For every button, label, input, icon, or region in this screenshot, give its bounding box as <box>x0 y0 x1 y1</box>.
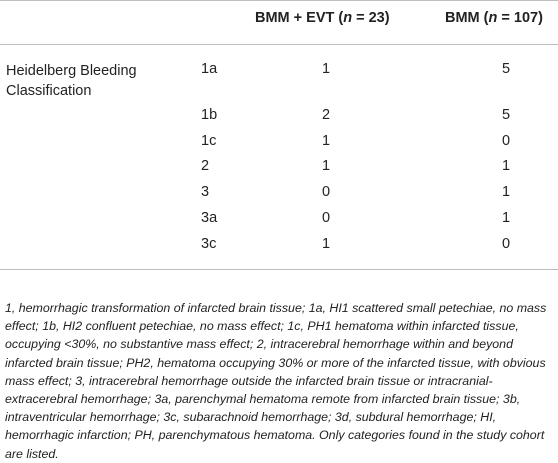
bmm-evt-cell: 2 <box>321 107 331 123</box>
bmm-cell: 1 <box>501 210 511 226</box>
bmm-evt-cell: 1 <box>321 236 331 252</box>
bmm-evt-cell: 0 <box>321 184 331 200</box>
header-bmm-evt-suffix: = 23) <box>352 10 390 26</box>
subclass-cell: 1c <box>201 133 217 149</box>
bmm-evt-cell: 1 <box>321 158 331 174</box>
bmm-cell: 1 <box>501 158 511 174</box>
header-bmm-suffix: = 107) <box>497 10 543 26</box>
bmm-evt-cell: 0 <box>321 210 331 226</box>
subclass-cell: 3c <box>201 236 217 252</box>
subclass-cell: 3 <box>201 184 210 200</box>
header-bmm-n: n <box>488 10 498 26</box>
header-bmm <box>445 10 543 26</box>
header-bmm-evt-n: n <box>343 10 353 26</box>
subclass-cell: 1a <box>201 61 218 77</box>
bmm-cell: 0 <box>501 133 511 149</box>
header-bmm-prefix: BMM ( <box>445 10 489 26</box>
header-bmm-evt-prefix: BMM + EVT ( <box>255 10 344 26</box>
bmm-cell: 5 <box>501 107 511 123</box>
bmm-evt-cell: 1 <box>321 61 331 77</box>
bmm-evt-cell: 1 <box>321 133 331 149</box>
header-rule <box>0 44 558 45</box>
bmm-cell: 1 <box>501 184 511 200</box>
header-bmm-evt <box>255 10 390 26</box>
bottom-rule <box>0 269 558 270</box>
subclass-cell: 1b <box>201 107 218 123</box>
top-rule <box>0 0 558 1</box>
subclass-cell: 2 <box>201 158 210 174</box>
table-footnote: 1, hemorrhagic transformation of infarcted brain tissue; 1a, HI1 scattered small petechiae, no mass effect; 1b, HI2 confluent petechiae, no mass effect; 1c, PH1 hematoma within infarcted tissue, occupying <30%, no substantive mass effect; 2, intracerebral hemorrhage within and beyond infarcted brain tissue; PH2, hematoma occupying 30% or more of the infarcted tissue, with obvious mass effect; 3, intracerebral hemorrhage outside the infarcted brain tissue or intracranial-extracerebral hemorrhage; 3a, parenchymal hematoma remote from infarcted brain tissue; 3b, intraventricular hemorrhage; 3c, subarachnoid hemorrhage; 3d, subdural hemorrhage; HI, hemorrhagic infarction; PH, parenchymatous hematoma. Only categories found in the study cohort are listed. <box>5 301 547 461</box>
bmm-cell: 0 <box>501 236 511 252</box>
subclass-cell: 3a <box>201 210 218 226</box>
bmm-cell: 5 <box>501 61 511 77</box>
row-label: Heidelberg Bleeding Classification <box>6 63 137 99</box>
